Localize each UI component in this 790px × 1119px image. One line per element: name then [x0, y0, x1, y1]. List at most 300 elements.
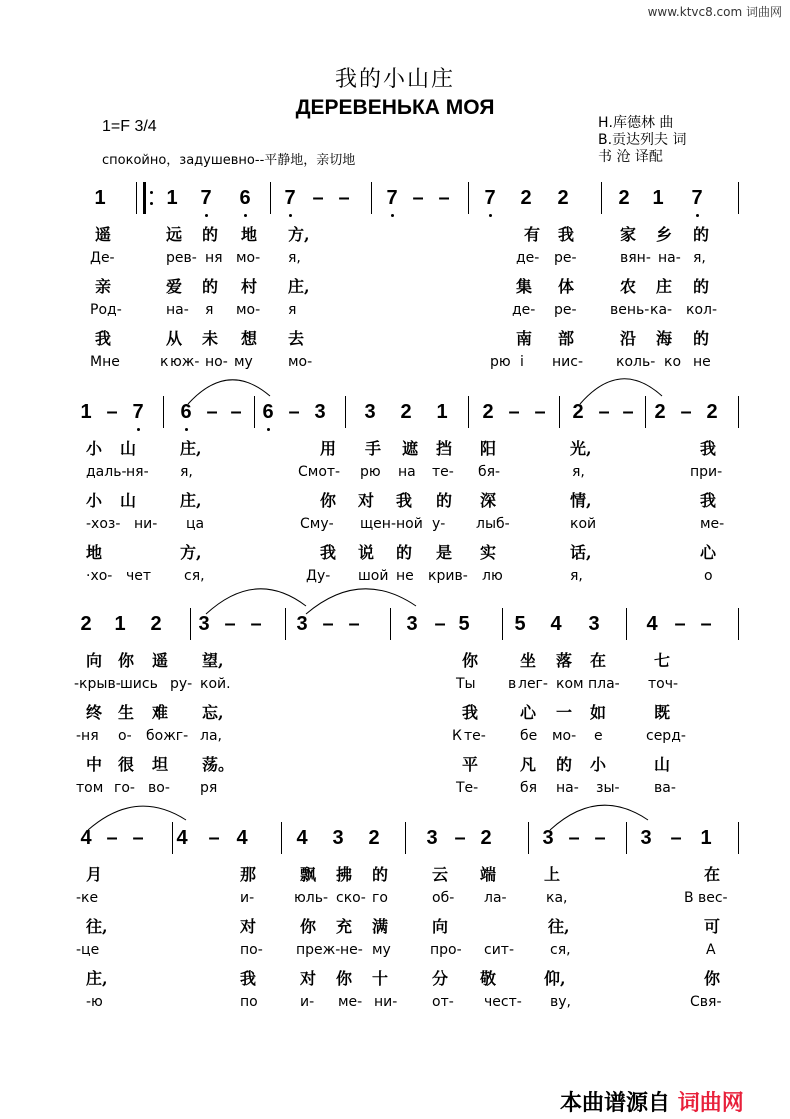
note: –	[670, 827, 682, 849]
lyric-chinese: 生	[118, 703, 135, 722]
lyric-russian: мо-	[288, 354, 313, 370]
note: 2	[482, 401, 494, 423]
lower-octave-dot	[205, 214, 208, 217]
bar-line	[468, 182, 469, 214]
lyric-russian: не	[693, 354, 711, 370]
lyric-russian: шой	[358, 568, 389, 584]
lyric-russian: пла-	[588, 676, 620, 692]
lyric-russian: зы-	[596, 780, 620, 796]
lyric-russian: мо-	[552, 728, 577, 744]
note: 2	[557, 187, 569, 209]
lyric-russian: по	[240, 994, 258, 1010]
lyric-chinese: 阳	[480, 439, 497, 458]
lyric-russian: ни-	[134, 516, 158, 532]
lyric-russian: на-	[658, 250, 681, 266]
lyric-chinese: 上	[544, 865, 561, 884]
bar-line	[626, 822, 627, 854]
lyric-russian: вень-	[610, 302, 650, 318]
note: –	[700, 613, 712, 635]
credit-composer: Н.库德林 曲	[598, 115, 674, 131]
bar-line	[738, 396, 739, 428]
note: 2	[618, 187, 630, 209]
note: –	[594, 827, 606, 849]
lyric-russian: шись	[120, 676, 158, 692]
note: 1	[114, 613, 126, 635]
lyric-russian: -це	[76, 942, 100, 958]
note: 7	[384, 186, 400, 210]
lyric-russian: серд-	[646, 728, 686, 744]
music-system-4	[0, 826, 790, 1066]
lyric-russian: Те-	[456, 780, 479, 796]
lyric-chinese: 部	[558, 329, 575, 348]
lyric-russian: Де-	[90, 250, 115, 266]
note: 1	[436, 401, 448, 423]
lyric-russian: те-	[464, 728, 486, 744]
lyric-chinese: 乡	[656, 225, 673, 244]
lyric-russian: і	[520, 354, 524, 370]
title-chinese: 我的小山庄	[334, 67, 455, 92]
note: 1	[652, 187, 664, 209]
bar-line	[281, 822, 282, 854]
lower-octave-dot	[289, 214, 292, 217]
bar-line	[371, 182, 372, 214]
lyric-russian: лю	[482, 568, 503, 584]
lyric-russian: ме-	[338, 994, 363, 1010]
note: 1	[94, 187, 106, 209]
lyric-chinese: 的	[693, 225, 710, 244]
lyric-russian: ной	[396, 516, 423, 532]
lyric-russian: де-	[512, 302, 536, 318]
lyric-chinese: 分	[432, 969, 449, 988]
credit-translator: 书 沧 译配	[598, 149, 663, 165]
repeat-bar	[143, 182, 146, 214]
lyric-russian: на-	[166, 302, 189, 318]
lyric-russian: ме-	[700, 516, 725, 532]
lyric-chinese: 我	[320, 543, 337, 562]
note: –	[568, 827, 580, 849]
lyric-russian: при-	[690, 464, 723, 480]
lyric-russian: том	[76, 780, 104, 796]
bar-line	[405, 822, 406, 854]
lyric-chinese: 庄,	[288, 277, 310, 296]
lower-octave-dot	[244, 214, 247, 217]
lyric-chinese: 家	[620, 225, 637, 244]
watermark: www.ktvc8.com 词曲网	[647, 5, 782, 19]
note: 6	[237, 186, 253, 210]
lyric-russian: по-	[240, 942, 263, 958]
lyric-chinese: 对	[300, 969, 317, 988]
lyric-chinese: 端	[480, 865, 497, 884]
bar-line	[345, 396, 346, 428]
lyric-chinese: 深	[480, 491, 497, 510]
lyric-russian: е	[594, 728, 603, 744]
lyric-russian: я,	[570, 568, 583, 584]
lyric-russian: А	[706, 942, 716, 958]
lyric-russian: бе	[520, 728, 538, 744]
lyric-chinese: 你	[118, 651, 135, 670]
note: 2	[520, 187, 532, 209]
lyric-russian: бя-	[478, 464, 501, 480]
note: 1	[700, 827, 712, 849]
note: 3	[406, 613, 418, 635]
note: 3	[588, 613, 600, 635]
note: –	[680, 401, 692, 423]
lyric-russian: му	[372, 942, 391, 958]
lyric-russian: вян-	[620, 250, 651, 266]
lyric-russian: -хоз-	[86, 516, 121, 532]
lyric-chinese: 地	[86, 543, 103, 562]
lyric-chinese: 你	[300, 917, 317, 936]
lyric-chinese: 南	[516, 329, 533, 348]
lyric-russian: ка-	[650, 302, 673, 318]
lyric-russian: на	[398, 464, 416, 480]
lyric-russian: щен-	[360, 516, 397, 532]
lyric-chinese: 农	[620, 277, 637, 296]
lyric-chinese: 小	[86, 439, 103, 458]
lyric-russian: ря	[200, 780, 218, 796]
source-brand[interactable]: 词曲网	[677, 1091, 744, 1116]
note: 2	[654, 401, 666, 423]
note: 7	[482, 186, 498, 210]
lyric-russian: сит-	[484, 942, 515, 958]
lyric-russian: от-	[432, 994, 454, 1010]
lyric-chinese: 小	[590, 755, 607, 774]
note: –	[412, 187, 424, 209]
note: 4	[296, 827, 308, 849]
bar-line	[163, 396, 164, 428]
lyric-russian: о-	[118, 728, 132, 744]
note: 4	[80, 827, 92, 849]
note: 3	[640, 827, 652, 849]
lyric-chinese: 是	[436, 543, 453, 562]
note: 2	[368, 827, 380, 849]
lyric-russian: про-	[430, 942, 462, 958]
lyric-chinese: 敬	[480, 969, 497, 988]
lyric-chinese: 想	[241, 329, 258, 348]
lyric-russian: ре-	[554, 250, 577, 266]
note: 2	[706, 401, 718, 423]
note: 4	[646, 613, 658, 635]
lyric-russian: В	[684, 890, 694, 906]
credit-lyricist: В.贡达列夫 词	[598, 132, 687, 148]
lyric-chinese: 手	[365, 439, 382, 458]
lyric-russian: ла-	[484, 890, 507, 906]
note: 3	[426, 827, 438, 849]
lyric-russian: К	[452, 728, 462, 744]
lyric-chinese: 既	[654, 703, 671, 722]
lyric-russian: не-	[340, 942, 363, 958]
lyric-russian: но-	[205, 354, 228, 370]
note: –	[338, 187, 350, 209]
bar-line	[190, 608, 191, 640]
lyric-russian: к	[160, 354, 169, 370]
lyric-chinese: 可	[704, 917, 721, 936]
bar-line	[502, 608, 503, 640]
note: 4	[550, 613, 562, 635]
lyric-russian: Сму-	[300, 516, 334, 532]
note: 7	[130, 400, 146, 424]
lyric-russian: Ду-	[306, 568, 331, 584]
lyric-russian: рю	[360, 464, 381, 480]
lyric-chinese: 挡	[436, 439, 453, 458]
bar-line	[738, 608, 739, 640]
lyric-russian: в	[508, 676, 517, 692]
lyric-russian: я,	[572, 464, 585, 480]
lyric-russian: ня-	[126, 464, 149, 480]
lyric-russian: я,	[288, 250, 301, 266]
lyric-chinese: 村	[241, 277, 258, 296]
note: –	[106, 827, 118, 849]
lyric-chinese: 地	[241, 225, 258, 244]
note: –	[224, 613, 236, 635]
lyric-russian: ву,	[550, 994, 571, 1010]
lyric-chinese: 十	[372, 969, 389, 988]
note: 3	[296, 613, 308, 635]
bar-line	[528, 822, 529, 854]
lyric-chinese: 我	[95, 329, 112, 348]
lyric-russian: лыб-	[476, 516, 510, 532]
lyric-chinese: 对	[358, 491, 375, 510]
note: 5	[458, 613, 470, 635]
lyric-russian: я	[205, 302, 214, 318]
lyric-russian: ка,	[546, 890, 568, 906]
lyric-russian: я	[288, 302, 297, 318]
lyric-chinese: 遥	[95, 225, 112, 244]
lyric-russian: Ты	[456, 676, 476, 692]
lyric-chinese: 仰,	[544, 969, 566, 988]
bar-line	[601, 182, 602, 214]
lyric-chinese: 你	[336, 969, 353, 988]
lyric-chinese: 方,	[180, 543, 202, 562]
note: 4	[176, 827, 188, 849]
note: –	[674, 613, 686, 635]
lyric-chinese: 坐	[520, 651, 537, 670]
lyric-chinese: 海	[656, 329, 673, 348]
lyric-chinese: 对	[240, 917, 257, 936]
note: –	[208, 827, 220, 849]
lyric-chinese: 话,	[570, 543, 592, 562]
note: –	[250, 613, 262, 635]
lyric-russian: -ке	[76, 890, 99, 906]
lyric-chinese: 向	[432, 917, 449, 936]
lyric-russian: мо-	[236, 302, 261, 318]
lyric-russian: ся,	[550, 942, 571, 958]
lyric-chinese: 你	[320, 491, 337, 510]
note: 7	[689, 186, 705, 210]
lyric-russian: преж-	[296, 942, 341, 958]
lyric-russian: ца	[186, 516, 205, 532]
lyric-chinese: 很	[118, 755, 135, 774]
note: –	[598, 401, 610, 423]
lyric-chinese: 平	[462, 755, 479, 774]
lyric-chinese: 山	[120, 491, 137, 510]
lyric-chinese: 有	[524, 225, 541, 244]
lower-octave-dot	[137, 428, 140, 431]
lyric-russian: юль-	[294, 890, 329, 906]
lyric-chinese: 体	[558, 277, 575, 296]
lyric-chinese: 方,	[288, 225, 310, 244]
lyric-chinese: 实	[480, 543, 497, 562]
lyric-chinese: 亲	[95, 277, 112, 296]
note: 1	[80, 401, 92, 423]
lyric-chinese: 小	[86, 491, 103, 510]
bar-line	[626, 608, 627, 640]
lyric-chinese: 集	[516, 277, 533, 296]
bar-line	[390, 608, 391, 640]
lyric-chinese: 终	[86, 703, 103, 722]
lyric-russian: те-	[432, 464, 454, 480]
lyric-chinese: 心	[520, 703, 537, 722]
lyric-chinese: 难	[152, 703, 169, 722]
bar-line	[254, 396, 255, 428]
lyric-russian: ре-	[554, 302, 577, 318]
lyric-chinese: 爱	[166, 277, 183, 296]
lyric-chinese: 那	[240, 865, 257, 884]
lyric-chinese: 往,	[548, 917, 570, 936]
lyric-chinese: 的	[202, 277, 219, 296]
lyric-russian: Род-	[90, 302, 122, 318]
lyric-russian: му	[234, 354, 253, 370]
lyric-russian: и-	[300, 994, 315, 1010]
lyric-russian: ся,	[184, 568, 205, 584]
lyric-chinese: 月	[86, 865, 103, 884]
lower-octave-dot	[696, 214, 699, 217]
tempo-marking: спокойно，задушевно--平静地，亲切地	[102, 153, 356, 168]
note: –	[534, 401, 546, 423]
lyric-russian: чет	[126, 568, 152, 584]
lyric-chinese: 遮	[402, 439, 419, 458]
lyric-russian: -ня	[76, 728, 99, 744]
lyric-chinese: 从	[166, 329, 183, 348]
title-russian: ДЕРЕВЕНЬКА МОЯ	[295, 96, 495, 119]
note: –	[454, 827, 466, 849]
lyric-russian: кой	[570, 516, 597, 532]
note: 4	[236, 827, 248, 849]
lyric-russian: крив-	[428, 568, 468, 584]
note: –	[348, 613, 360, 635]
lyric-chinese: 凡	[520, 755, 537, 774]
lyric-russian: я,	[693, 250, 706, 266]
lyric-chinese: 拂	[336, 865, 353, 884]
lyric-russian: де-	[516, 250, 540, 266]
note: –	[106, 401, 118, 423]
lyric-chinese: 坦	[152, 755, 169, 774]
lyric-chinese: 庄,	[180, 439, 202, 458]
lyric-chinese: 心	[700, 543, 717, 562]
lyric-russian: ру-	[170, 676, 193, 692]
lyric-russian: ла,	[200, 728, 222, 744]
lyric-russian: рев-	[166, 250, 197, 266]
lyric-russian: нис-	[552, 354, 584, 370]
lyric-russian: и-	[240, 890, 255, 906]
lyric-russian: го	[372, 890, 388, 906]
bar-line	[270, 182, 271, 214]
lyric-chinese: 远	[166, 225, 183, 244]
lyric-chinese: 在	[590, 651, 607, 670]
lyric-russian: лег-	[518, 676, 548, 692]
bar-line	[468, 396, 469, 428]
lower-octave-dot	[489, 214, 492, 217]
lyric-chinese: 的	[202, 225, 219, 244]
lyric-russian: кол-	[686, 302, 718, 318]
lyric-russian: -ю	[86, 994, 103, 1010]
lyric-russian: Свя-	[690, 994, 722, 1010]
lyric-russian: го-	[114, 780, 135, 796]
note: 1	[166, 187, 178, 209]
note: –	[312, 187, 324, 209]
note: –	[438, 187, 450, 209]
lyric-russian: я,	[180, 464, 193, 480]
note: 2	[400, 401, 412, 423]
lyric-russian: мо-	[236, 250, 261, 266]
lyric-russian: божг-	[146, 728, 189, 744]
lyric-russian: ни-	[374, 994, 398, 1010]
source-prefix: 本曲谱源自	[560, 1091, 671, 1116]
note: –	[132, 827, 144, 849]
lyric-chinese: 云	[432, 865, 449, 884]
lyric-russian: об-	[432, 890, 455, 906]
lyric-chinese: 往,	[86, 917, 108, 936]
note: 3	[364, 401, 376, 423]
lyric-chinese: 的	[693, 329, 710, 348]
note: 6	[260, 400, 276, 424]
lyric-chinese: 庄,	[86, 969, 108, 988]
lyric-chinese: 荡。	[202, 755, 235, 774]
bar-line	[738, 822, 739, 854]
bar-line	[559, 396, 560, 428]
lyric-chinese: 我	[700, 491, 717, 510]
note: 2	[150, 613, 162, 635]
lyric-chinese: 在	[704, 865, 721, 884]
lyric-chinese: 七	[654, 651, 671, 670]
lyric-russian: во-	[148, 780, 170, 796]
lyric-russian: юж-	[170, 354, 200, 370]
lyric-chinese: 的	[372, 865, 389, 884]
source-footer	[560, 1086, 744, 1117]
lyric-russian: ско-	[336, 890, 366, 906]
lyric-chinese: 如	[590, 703, 607, 722]
lyric-russian: рю	[490, 354, 511, 370]
bar-line	[738, 182, 739, 214]
lyric-chinese: 的	[436, 491, 453, 510]
note: –	[508, 401, 520, 423]
note: 7	[198, 186, 214, 210]
note: 3	[198, 613, 210, 635]
lyric-chinese: 山	[120, 439, 137, 458]
note: 7	[282, 186, 298, 210]
bar-line	[285, 608, 286, 640]
bar-line	[172, 822, 173, 854]
lyric-russian: чест-	[484, 994, 522, 1010]
lyric-chinese: 你	[704, 969, 721, 988]
lyric-chinese: 的	[693, 277, 710, 296]
lyric-russian: Мне	[90, 354, 120, 370]
lyric-chinese: 去	[288, 329, 305, 348]
note: –	[288, 401, 300, 423]
lyric-chinese: 庄	[656, 277, 673, 296]
lyric-russian: у-	[432, 516, 446, 532]
lyric-chinese: 你	[462, 651, 479, 670]
lyric-chinese: 我	[558, 225, 575, 244]
note: –	[622, 401, 634, 423]
note: –	[206, 401, 218, 423]
lyric-russian: точ-	[648, 676, 679, 692]
note: 3	[332, 827, 344, 849]
note: 2	[572, 401, 584, 423]
lyric-chinese: 遥	[152, 651, 169, 670]
lyric-chinese: 向	[86, 651, 103, 670]
lyric-russian: ·хо-	[86, 568, 113, 584]
